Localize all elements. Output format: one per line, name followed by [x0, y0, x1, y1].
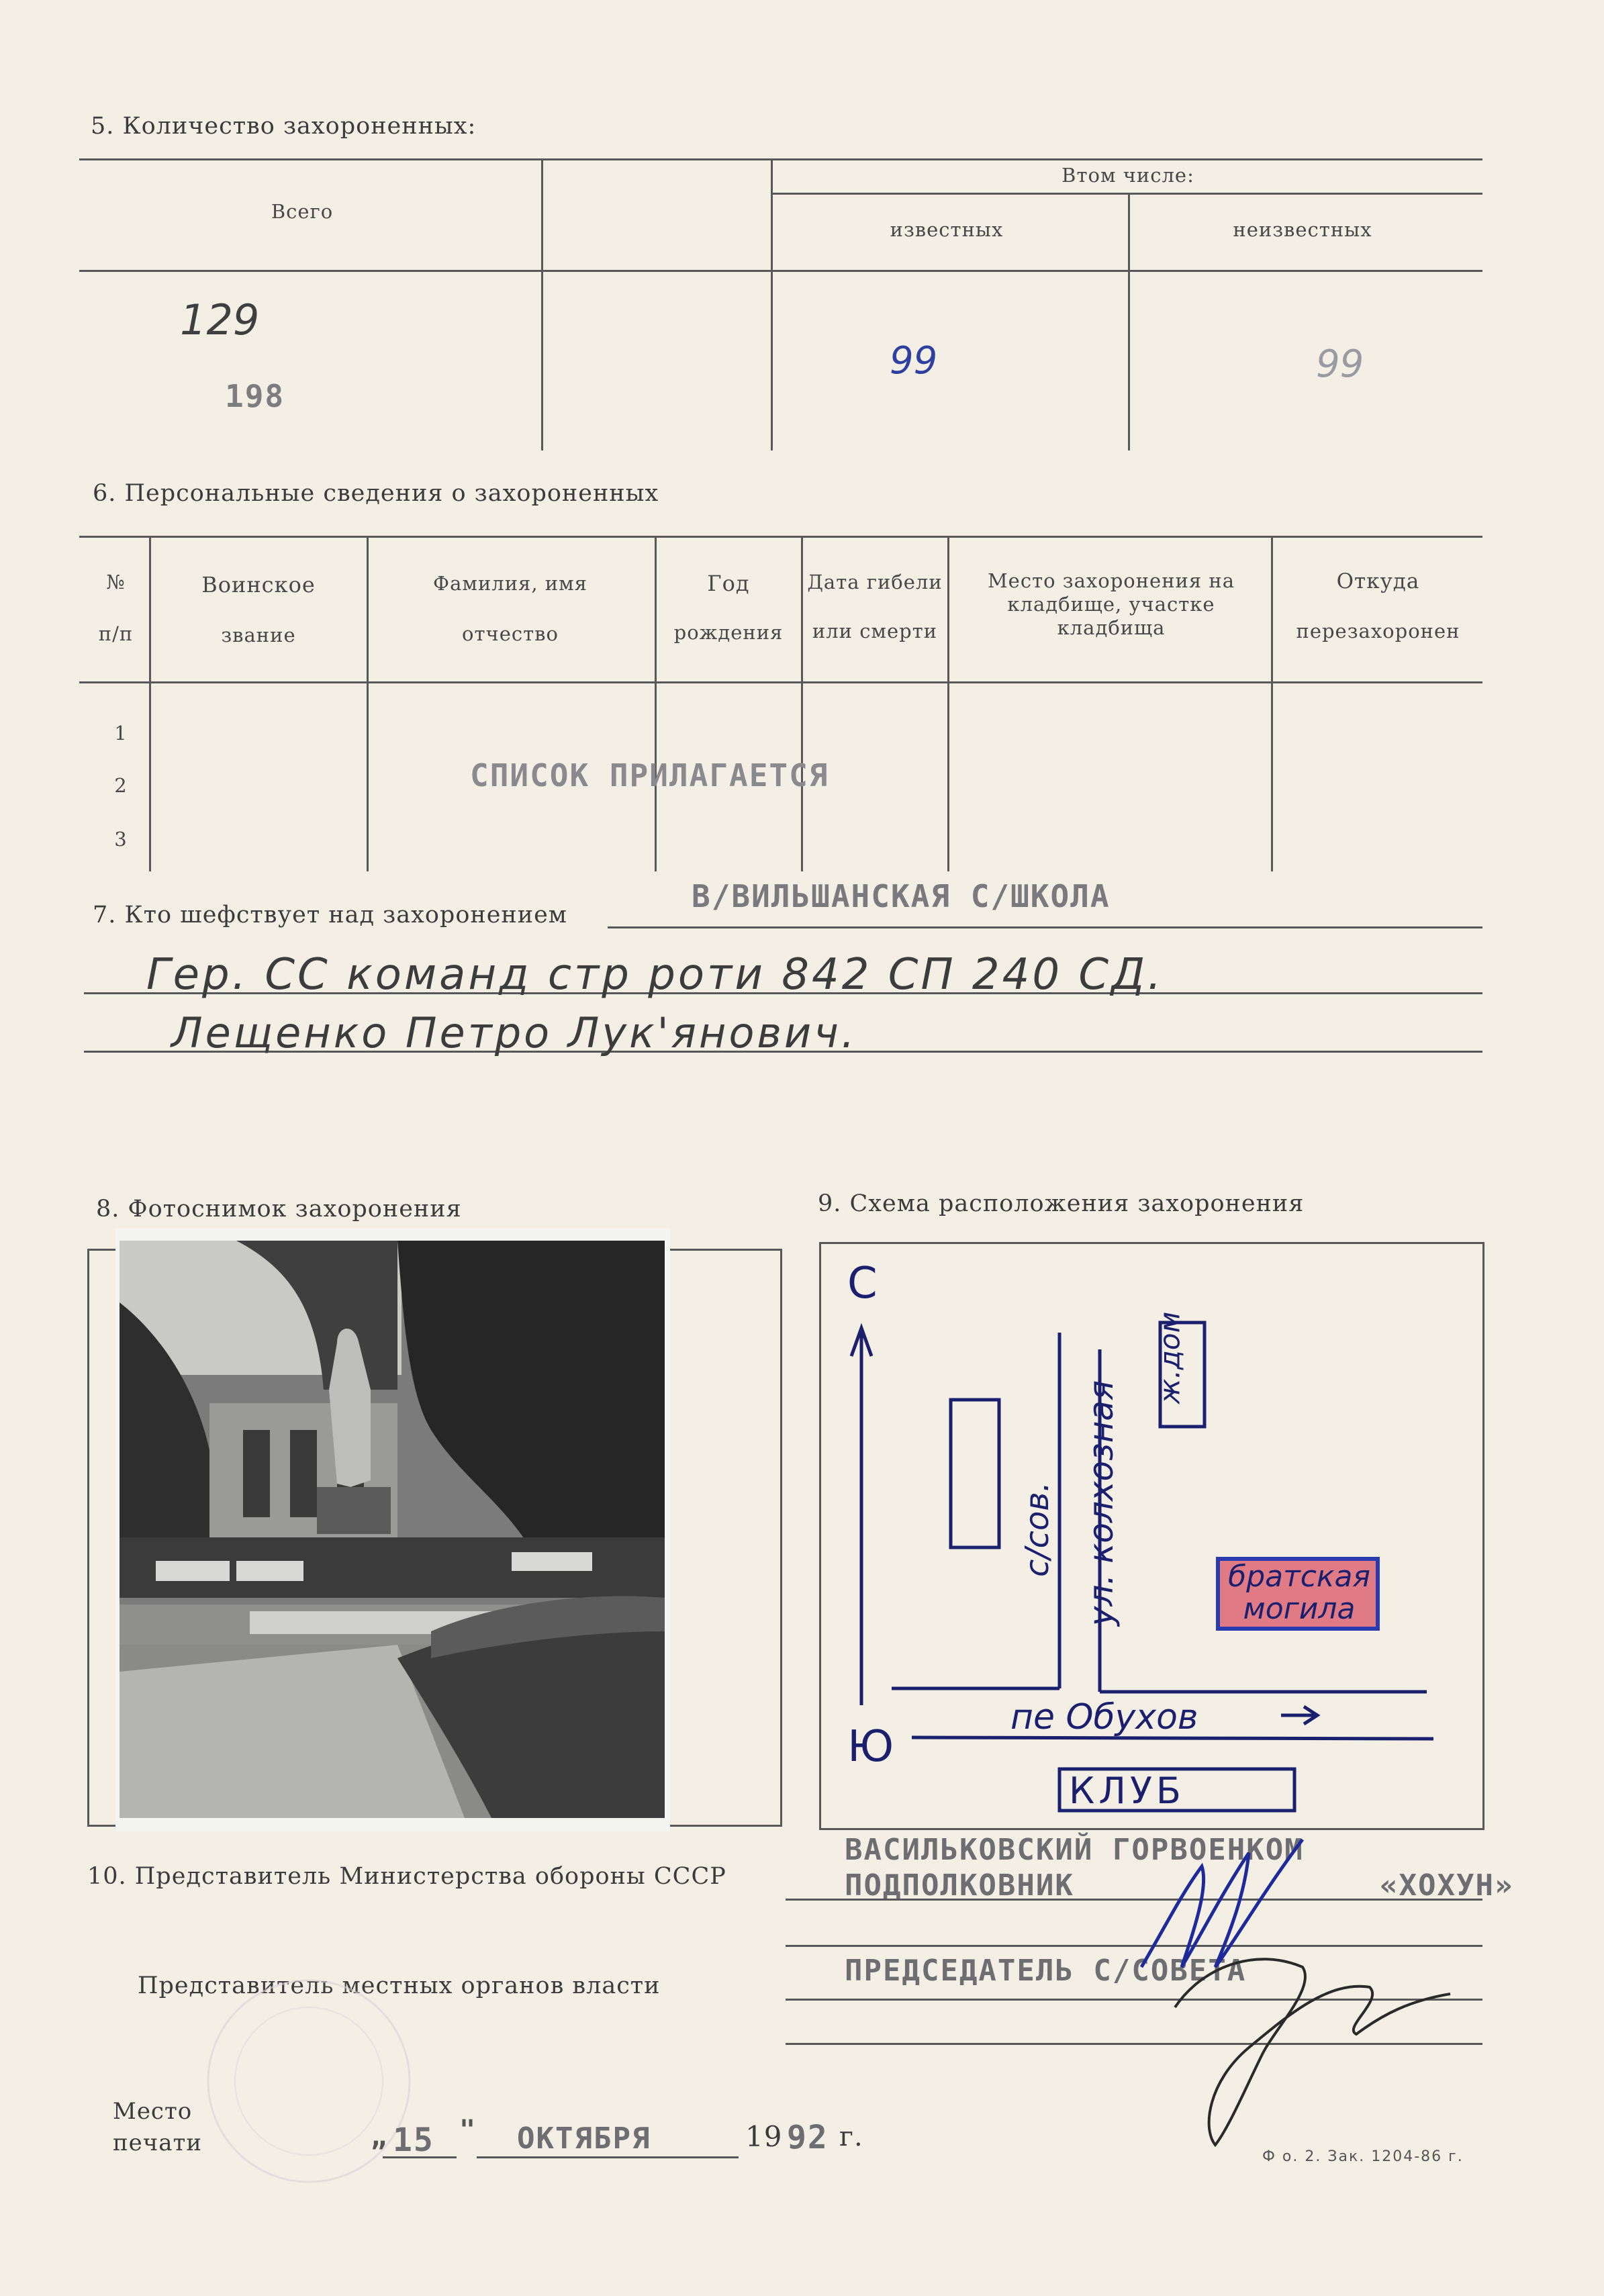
row-number: 1 [114, 722, 128, 745]
known-value: 99 [890, 339, 938, 383]
rule [367, 536, 369, 871]
total-stamped: 198 [225, 378, 285, 414]
rule [541, 158, 543, 450]
section10-title: 10. Представитель Министерства обороны СССР [87, 1863, 726, 1890]
date-year-unit: г. [839, 2121, 863, 2152]
col-death-line2: или смерти [812, 620, 938, 642]
signatures [1101, 1813, 1491, 2162]
row-number: 3 [114, 828, 128, 851]
patron-stamp: В/ВИЛЬШАНСКАЯ С/ШКОЛА [692, 878, 1111, 914]
known-header: известных [890, 218, 1004, 241]
print-info: Ф о. 2. Зак. 1204-86 г. [1262, 2148, 1464, 2165]
village-council-label: с/сов. [1019, 1482, 1056, 1577]
burial-location-map [819, 1242, 1480, 1833]
chairman-signature [1175, 1959, 1450, 2145]
rule [772, 193, 1482, 195]
patron-handwritten-line2: Лещенко Петро Лук'янович. [171, 1008, 857, 1057]
list-attached-stamp: СПИСОК ПРИЛАГАЕТСЯ [470, 757, 829, 794]
rule [771, 158, 773, 450]
club-label: КЛУБ [1069, 1770, 1185, 1812]
row-number: 2 [114, 774, 128, 797]
memorial-photo [115, 1229, 670, 1831]
section8-title: 8. Фотоснимок захоронения [96, 1196, 462, 1223]
col-place: Место захоронения на кладбище, участке кладбища [987, 569, 1235, 639]
lane-bottom-edge [912, 1737, 1433, 1739]
col-num-line1: № [106, 571, 126, 593]
date-year-suffix: 92 [787, 2119, 829, 2156]
lane-label: пе Обухов [1010, 1697, 1198, 1737]
date-close-quote: " [459, 2115, 477, 2146]
section6-title: 6. Персональные сведения о захороненных [93, 480, 659, 507]
military-signature [1141, 1839, 1303, 1967]
street-kolkhoznaya-label: ул. колхозная [1082, 1380, 1121, 1627]
rule [780, 1249, 782, 1826]
section7-title: 7. Кто шефствует над захоронением [93, 902, 568, 928]
rule [79, 270, 1482, 272]
house-label: ж.дом [1153, 1311, 1186, 1404]
seal-place-line1: Место [113, 2098, 193, 2125]
south-label: Ю [847, 1722, 894, 1772]
col-name-line1: Фамилия, имя [433, 572, 587, 595]
total-handwritten: 129 [180, 295, 260, 344]
section9-title: 9. Схема расположения захоронения [818, 1190, 1305, 1217]
mo-stamp-line2: ПОДПОЛКОВНИК [845, 1868, 1074, 1903]
col-name-line2: отчество [462, 622, 559, 645]
col-rank-line2: звание [221, 624, 296, 647]
total-header: Всего [271, 200, 334, 223]
rule [477, 2156, 739, 2158]
mo-name-stamp: «ХОХУН» [1380, 1868, 1514, 1903]
col-from-line2: перезахоронен [1296, 620, 1460, 642]
patron-handwritten-line1: Гер. СС команд стр роти 842 СП 240 СД. [146, 950, 1164, 1000]
local-authority-stamp: ПРЕДСЕДАТЕЛЬ С/СОВЕТА [845, 1954, 1247, 1988]
faded-seal-impression [107, 1967, 416, 2195]
memorial-photo-image [115, 1229, 670, 1831]
mass-grave-label: братская могила [1228, 1560, 1370, 1626]
section5-title: 5. Количество захороненных: [91, 113, 477, 140]
village-council-box [951, 1400, 999, 1547]
date-month: ОКТЯБРЯ [517, 2121, 651, 2156]
date-day: 15 [393, 2121, 434, 2159]
col-from-line1: Откуда [1336, 569, 1420, 593]
date-year-prefix: 19 [745, 2120, 783, 2153]
rule [655, 536, 657, 871]
col-birth-line1: Год [707, 571, 750, 596]
rule [608, 926, 1482, 928]
rule [947, 536, 949, 871]
rule [1128, 193, 1130, 450]
col-rank-line1: Воинское [201, 572, 316, 597]
rule [149, 536, 151, 871]
col-num-line2: п/п [98, 622, 134, 645]
date-open-quote: „ [371, 2121, 389, 2152]
rule [87, 1249, 89, 1826]
including-header: Втом числе: [1062, 164, 1194, 187]
rule [79, 158, 1482, 160]
mo-stamp-line1: ВАСИЛЬКОВСКИЙ ГОРВОЕНКОМ [845, 1833, 1304, 1867]
col-death-line1: Дата гибели [807, 571, 943, 593]
rule [383, 2156, 457, 2158]
north-label: С [847, 1259, 878, 1308]
unknown-header: неизвестных [1233, 218, 1372, 241]
seal-place-line2: печати [113, 2130, 203, 2156]
local-authority-title: Представитель местных органов власти [138, 1972, 661, 1999]
col-birth-line2: рождения [673, 621, 784, 644]
unknown-value: 99 [1316, 342, 1364, 386]
rule [1271, 536, 1273, 871]
